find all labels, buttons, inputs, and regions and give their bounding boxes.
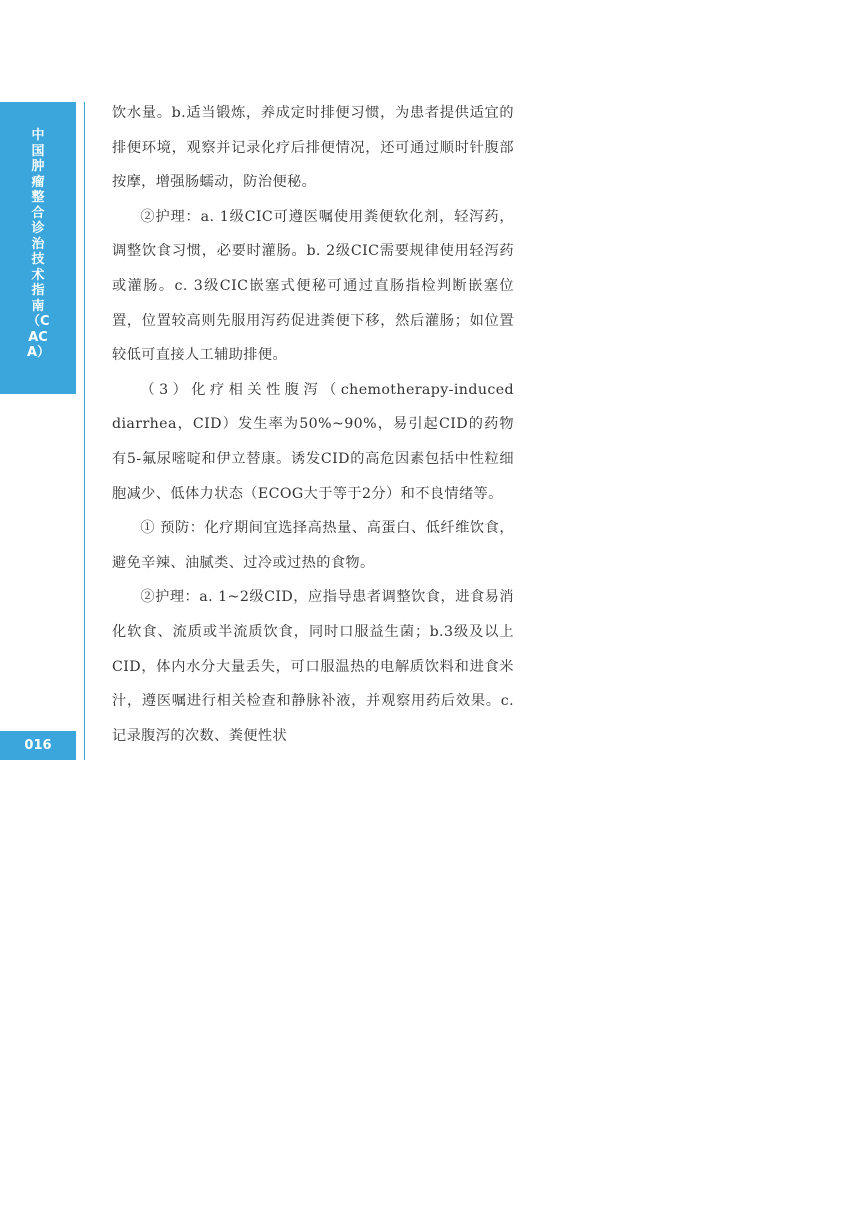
- page-number: 016: [24, 738, 52, 753]
- paragraph-3: （3）化疗相关性腹泻（chemotherapy-induced diarrhea，CID）发生率为50%~90%，易引起CID的药物有5-氟尿嘧啶和伊立替康。诱发CID的高危因素包括中性粒细胞减少、低体力状态（ECOG大于等于2分）和不良情绪等。: [112, 381, 514, 502]
- margin-rule: [84, 102, 85, 760]
- paragraph-5: ②护理：a. 1~2级CID，应指导患者调整饮食，进食易消化软食、流质或半流质饮食，同时口服益生菌；b.3级及以上CID，体内水分大量丢失，可口服温热的电解质饮料和进食米汁，遵医嘱进行相关检查和静脉补液，并观察用药后效果。c.记录腹泻的次数、粪便性状: [112, 589, 514, 744]
- paragraph-4: ① 预防：化疗期间宜选择高热量、高蛋白、低纤维饮食，避免辛辣、油腻类、过冷或过热的食物。: [112, 520, 514, 571]
- running-title: 中国肿瘤整合诊治技术指南（CACA）: [27, 128, 51, 360]
- paragraph-1: 饮水量。b.适当锻炼，养成定时排便习惯，为患者提供适宜的排便环境，观察并记录化疗后排便情况，还可通过顺时针腹部按摩，增强肠蠕动，防治便秘。: [112, 105, 514, 191]
- paragraph-2: ②护理：a. 1级CIC可遵医嘱使用粪便软化剂，轻泻药，调整饮食习惯，必要时灌肠。b. 2级CIC需要规律使用轻泻药或灌肠。c. 3级CIC嵌塞式便秘可通过直肠指检判断嵌塞位置，位置较高则先服用泻药促进粪便下移，然后灌肠；如位置较低可直接人工辅助排便。: [112, 208, 514, 364]
- body-text: [112, 96, 514, 753]
